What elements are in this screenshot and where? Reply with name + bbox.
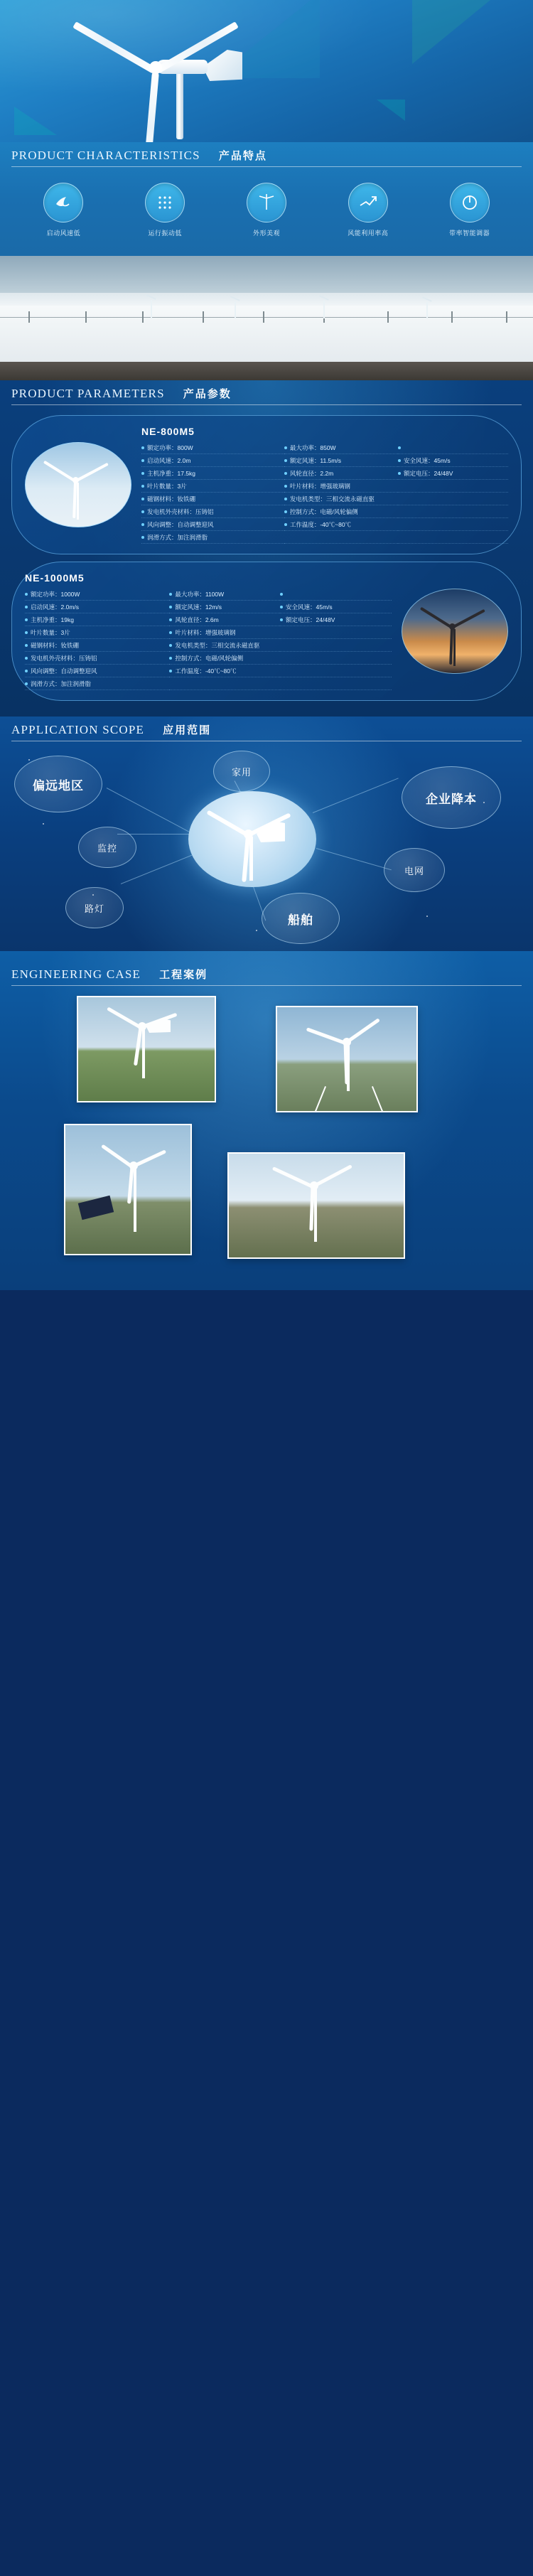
turbine-blade [43, 461, 76, 483]
section-title-cn: 产品参数 [183, 388, 232, 400]
spec-cell: 风轮直径：2.6m [169, 613, 280, 626]
spec-cell: 额定功率：1000W [25, 588, 169, 601]
solar-panel [78, 1196, 114, 1220]
feature-label: 运行振动低 [148, 230, 182, 237]
spec-row [25, 613, 392, 626]
turbine-blade [107, 1007, 141, 1029]
feature-label: 带率智能调器 [449, 230, 490, 237]
turbine-blade [206, 810, 249, 837]
spec-cell: 叶片数量：3片 [141, 480, 284, 493]
application-node-power-grid[interactable]: 电网 [384, 848, 445, 892]
section-case [0, 951, 533, 1290]
turbine-blade [101, 1144, 133, 1169]
turbine-hub [244, 830, 253, 839]
turbine-blade [75, 463, 109, 483]
spec-cell: 主机净重：17.5kg [141, 467, 284, 480]
low-vibration-icon [145, 183, 185, 222]
feature-label: 启动风速低 [46, 230, 81, 237]
section-title-en: PRODUCT PARAMETERS [11, 387, 165, 400]
spec-cell: 额定电压：24/48V [280, 613, 392, 626]
turbine-tail [203, 50, 242, 81]
spec-cell: 风向调整：自动调整迎风 [141, 518, 284, 531]
turbine-tower [176, 68, 183, 139]
section-title-en: PRODUCT CHARACTERISTICS [11, 149, 200, 162]
turbine-blade [144, 71, 159, 142]
spec-row [141, 441, 508, 454]
spec-row [25, 601, 392, 613]
feature-item [126, 183, 203, 237]
spec-cell: 发电机外壳材料：压铸铝 [141, 505, 284, 518]
spec-cell: 磁钢材料：钕铁硼 [141, 493, 284, 505]
spec-row [141, 467, 508, 480]
turbine-illustration [25, 442, 131, 527]
application-node-household[interactable]: 家用 [213, 751, 270, 792]
spec-row [141, 531, 508, 544]
spec-row [141, 505, 508, 518]
wind-turbine-icon [57, 13, 355, 134]
wind-usage-icon [348, 183, 388, 222]
section-heading-case [0, 961, 533, 989]
section-heading-parameters [0, 380, 533, 408]
spec-cell: 工作温度：-40℃~80℃ [169, 665, 392, 677]
fence-post [506, 311, 507, 323]
spec-cell: 主机净重：19kg [25, 613, 169, 626]
feature-item [431, 183, 508, 237]
fence-post [263, 311, 264, 323]
spec-cell: 叶片数量：3片 [25, 626, 169, 639]
section-title-en: ENGINEERING CASE [11, 967, 141, 981]
section-title-cn: 工程案例 [159, 969, 208, 981]
star-decor [43, 823, 44, 825]
case-photo-4[interactable] [227, 1152, 405, 1259]
feature-item [25, 183, 102, 237]
application-node-ship[interactable]: 船舶 [262, 893, 340, 944]
spec-table-1000m5 [25, 588, 392, 690]
section-title-cn: 产品特点 [218, 150, 267, 162]
distant-turbine [426, 302, 428, 318]
turbine-tower [134, 1166, 136, 1232]
guy-wire [315, 1086, 326, 1112]
photo-snow-ground [0, 306, 533, 365]
section-characteristics [0, 142, 533, 256]
turbine-hub [343, 1038, 351, 1046]
spec-row [141, 493, 508, 505]
section-parameters [0, 380, 533, 717]
distant-turbine [235, 301, 236, 318]
decor-triangle-4 [377, 100, 405, 121]
spec-cell: 最大功率：850W [284, 441, 398, 454]
spec-cell: 控制方式：电磁/风轮偏侧 [169, 652, 392, 665]
spec-row [141, 518, 508, 531]
turbine-hub [149, 61, 162, 74]
turbine-hub [310, 1181, 318, 1190]
spec-row [25, 639, 392, 652]
spec-cell: 发电机外壳材料：压铸铝 [25, 652, 169, 665]
spec-cell: 叶片材料：增强玻璃钢 [284, 480, 508, 493]
case-photo-grid [0, 989, 533, 1273]
photo-fence [0, 317, 533, 318]
turbine-tower [453, 629, 456, 666]
spec-cell: 额定风速：12m/s [169, 601, 280, 613]
turbine-hub [129, 1161, 138, 1170]
spec-body [25, 572, 392, 690]
section-title-en: APPLICATION SCOPE [11, 723, 145, 736]
spec-cell: 叶片材料：增强玻璃钢 [169, 626, 392, 639]
spec-cell: 启动风速：2.0m [141, 454, 284, 467]
fence-post [85, 311, 87, 323]
feature-item [228, 183, 305, 237]
spec-cell: 发电机类型：三相交流永磁直驱 [284, 493, 508, 505]
turbine-tower [77, 483, 79, 520]
turbine-tower [142, 1027, 145, 1078]
fence-post [203, 311, 204, 323]
photo-road [0, 362, 533, 380]
case-photo-3[interactable] [64, 1124, 192, 1255]
connector-line [316, 848, 392, 870]
spec-cell: 安全风速：45m/s [280, 601, 392, 613]
feature-label: 风能利用率高 [348, 230, 389, 237]
spec-cell: 工作温度：-40℃~80℃ [284, 518, 508, 531]
low-start-wind-icon [43, 183, 83, 222]
spec-cell: 发电机类型：三相交流永磁直驱 [169, 639, 392, 652]
section-application [0, 717, 533, 951]
model-name: NE-800M5 [141, 426, 195, 437]
section-title-cn: 应用范围 [163, 724, 212, 736]
feature-label: 外形美观 [252, 230, 280, 237]
spec-cell: 风轮直径：2.2m [284, 467, 398, 480]
feature-item [330, 183, 407, 237]
spec-cell: 安全风速：45m/s [398, 454, 508, 467]
star-decor [426, 916, 428, 917]
center-turbine-graphic [188, 791, 316, 887]
model-name: NE-1000M5 [25, 572, 85, 584]
turbine-blade [134, 1027, 142, 1066]
application-node-monitoring[interactable]: 监控 [78, 827, 136, 868]
turbine-sunset-photo [402, 589, 508, 674]
appearance-icon [247, 183, 286, 222]
spec-cell: 额定风速：11.5m/s [284, 454, 398, 467]
parameter-card-800m5 [11, 415, 522, 554]
feature-list [0, 170, 533, 240]
spec-row [141, 454, 508, 467]
smart-controller-icon [450, 183, 490, 222]
spec-cell: 润滑方式：加注润滑脂 [141, 531, 508, 544]
spec-cell: 额定功率：800W [141, 441, 284, 454]
case-photo-1[interactable] [77, 996, 216, 1102]
turbine-blade [451, 609, 485, 629]
fence-post [142, 311, 144, 323]
distant-turbine [323, 301, 325, 318]
spec-row [141, 480, 508, 493]
parameter-card-1000m5 [11, 562, 522, 701]
guy-wire [372, 1086, 383, 1112]
turbine-hub [449, 623, 456, 630]
turbine-hub [72, 477, 79, 483]
application-node-remote-area[interactable]: 偏远地区 [14, 756, 102, 812]
spec-row [25, 652, 392, 665]
section-heading-characteristics [0, 142, 533, 170]
application-node-street-light[interactable]: 路灯 [65, 887, 124, 928]
turbine-blade [306, 1027, 346, 1045]
star-decor [256, 930, 257, 931]
turbine-tail [146, 1019, 171, 1033]
star-decor [28, 759, 30, 761]
connector-line [313, 778, 399, 813]
decor-triangle-3 [14, 107, 57, 135]
spec-cell: 额定电压：24/48V [398, 467, 508, 480]
spec-table-800m5 [141, 441, 508, 544]
turbine-blade [72, 21, 157, 75]
application-node-enterprise[interactable]: 企业降本 [402, 766, 501, 829]
fence-post [451, 311, 453, 323]
turbine-blade [272, 1166, 313, 1188]
hero-banner [0, 0, 533, 142]
turbine-tower [314, 1186, 317, 1242]
spec-row [25, 665, 392, 677]
spec-row [25, 677, 392, 690]
wind-farm-photo [0, 256, 533, 380]
distant-turbine [151, 300, 152, 318]
section-heading-application [0, 717, 533, 744]
turbine-hub [138, 1022, 146, 1031]
spec-cell: 控制方式：电磁/风轮偏侧 [284, 505, 508, 518]
turbine-blade [420, 607, 453, 629]
case-photo-2[interactable] [276, 1006, 418, 1112]
spec-row [25, 626, 392, 639]
turbine-tower [249, 837, 253, 881]
spec-cell: 磁钢材料：钕铁硼 [25, 639, 169, 652]
spec-body [141, 426, 508, 544]
fence-post [28, 311, 30, 323]
fence-post [387, 311, 389, 323]
spec-cell: 最大功率：1100W [169, 588, 280, 601]
decor-triangle-2 [412, 0, 490, 64]
spec-cell: 启动风速：2.0m/s [25, 601, 169, 613]
spec-cell: 润滑方式：加注润滑脂 [25, 677, 392, 690]
spec-cell: 风向调整：自动调整迎风 [25, 665, 169, 677]
spec-row [25, 588, 392, 601]
